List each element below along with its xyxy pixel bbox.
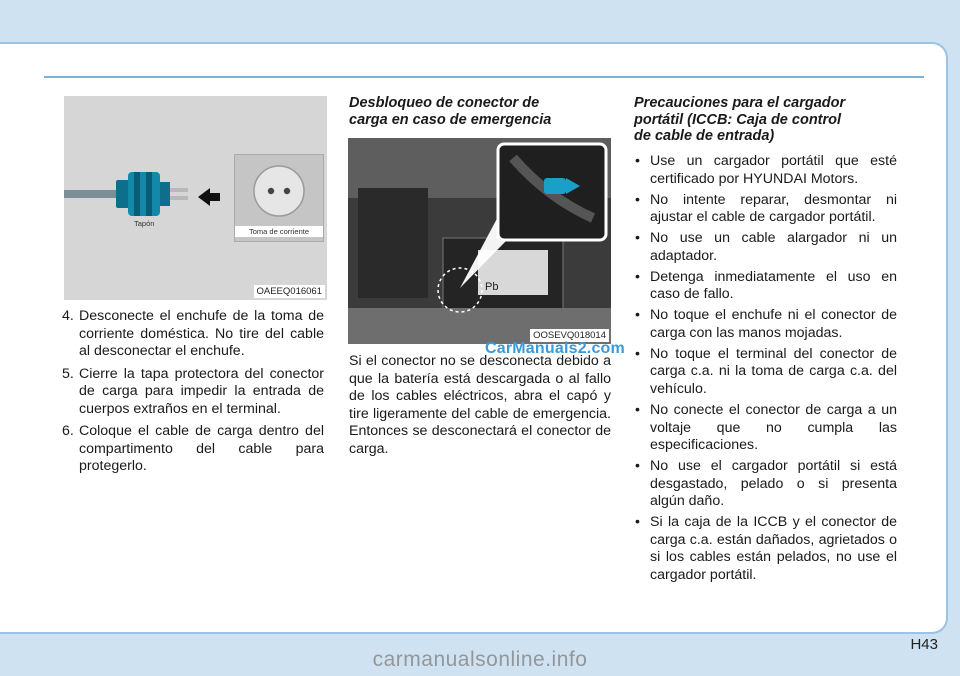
engine-bay-photo [348,138,611,344]
title-line: Desbloqueo de conector de [349,95,540,111]
watermark: carmanualsonline.info [372,648,588,671]
step-item [62,308,324,361]
bullet-dot-icon: • [635,268,640,285]
bullet-dot-icon: • [635,230,640,247]
socket-label: Toma de corriente [235,226,323,237]
precaution-item [633,192,897,227]
header-rule [44,76,924,78]
precaution-item [633,153,897,188]
engine-bay-figure [348,138,611,344]
precaution-text: No intente reparar, desmontar ni ajustar el cable de cargador portátil. [650,191,897,226]
precaution-item [633,230,897,265]
precaution-item [633,458,897,511]
precaution-list [633,153,897,588]
socket-icon [235,155,323,225]
bullet-dot-icon: • [635,514,640,531]
precaution-text: No toque el terminal del conector de carga c.a. ni la toma de carga c.a. del vehículo. [650,345,897,397]
step-text: Desconecte el enchufe de la toma de corriente doméstica. No tire del cable al desconectar el enchufe. [79,308,324,359]
precaution-text: No conecte el conector de carga a un voltaje que no cumpla las especificaciones. [650,402,897,454]
plug-label: Tapón [134,219,155,228]
precaution-item [633,402,897,455]
bullet-dot-icon: • [635,191,640,208]
precaution-text: Use un cargador portátil que esté certificado por HYUNDAI Motors. [650,153,897,187]
precaution-text: No use el cargador portátil si está desgastado, pelado o si presenta algún daño. [650,458,897,510]
figure-code: OOSEVQ018014 [530,329,609,342]
title-line: portátil (ICCB: Caja de control [634,111,842,128]
page-number: H43 [910,636,938,653]
step-text: Cierre la tapa protectora del conector de carga para impedir la entrada de cuerpos extraños en el terminal. [79,365,324,417]
section-title-emergency [349,95,611,128]
svg-text:Pb: Pb [485,281,499,293]
bullet-dot-icon: • [635,307,640,324]
step-number: 4. [62,308,74,324]
socket-inset [234,154,324,242]
bullet-dot-icon: • [635,402,640,419]
precaution-text: Detenga inmediatamente el uso en caso de fallo. [650,268,897,303]
plug-figure [64,96,327,300]
title-line: de cable de entrada) [634,128,775,144]
step-item [62,423,324,476]
precaution-item [633,514,897,584]
step-number: 6. [62,423,74,439]
bullet-dot-icon: • [635,153,640,169]
bullet-dot-icon: • [635,458,640,475]
section-title-precautions [634,95,898,145]
step-list [62,308,324,481]
brand-mark: CarManuals2.com [485,340,625,357]
precaution-item [633,346,897,399]
figure-code: OAEEQ016061 [254,285,326,298]
emergency-body-text: Si el conector no se desconecta debido a que la batería está descargada o al fallo de los cables eléctricos, abra el capó y tire ligeramente del cable de emergencia. Entonces se desconectará el conector de carga. [349,353,611,457]
precaution-text: Si la caja de la ICCB y el conector de carga c.a. están dañados, agrietados o si los cables están pelados, no use el cargador portátil. [650,514,897,583]
title-line: carga en caso de emergencia [349,111,552,128]
step-text: Coloque el cable de carga dentro del compartimento del cable para protegerlo. [79,423,324,474]
precaution-item [633,269,897,304]
step-number: 5. [62,365,74,382]
bullet-dot-icon: • [635,345,640,362]
title-line: Precauciones para el cargador [634,95,846,111]
precaution-text: No use un cable alargador ni un adaptador. [650,230,897,264]
precaution-item [633,307,897,342]
precaution-text: No toque el enchufe ni el conector de carga con las manos mojadas. [650,307,897,341]
step-item [62,366,324,419]
